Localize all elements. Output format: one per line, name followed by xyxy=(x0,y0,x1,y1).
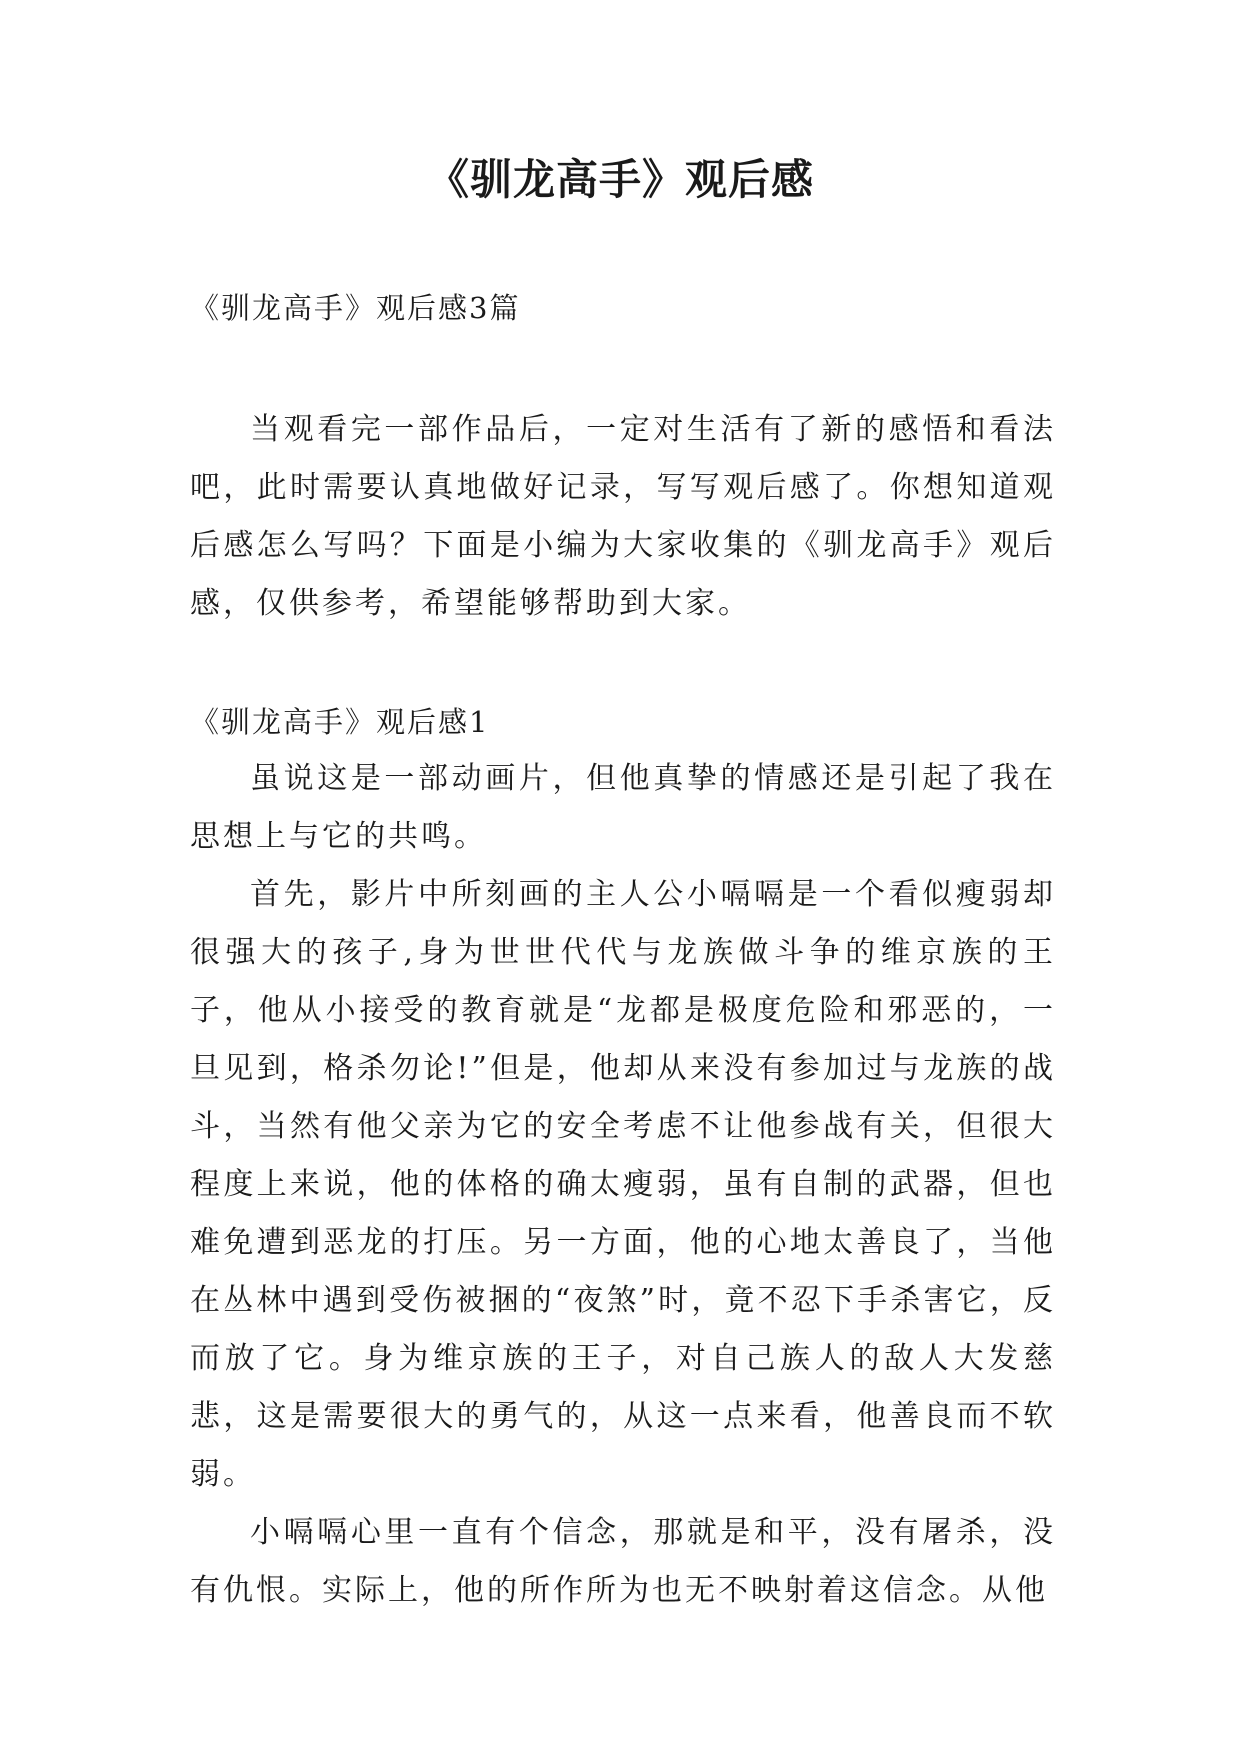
document-subtitle: 《驯龙高手》观后感3篇 xyxy=(190,291,521,325)
body-paragraph: 小嗝嗝心里一直有个信念，那就是和平，没有屠杀，没有仇恨。实际上，他的所作所为也无不映射着这信念。从他 xyxy=(190,1515,1056,1608)
section-heading: 《驯龙高手》观后感1 xyxy=(190,705,490,739)
document-title: 《驯龙高手》观后感 xyxy=(426,155,814,204)
section-body xyxy=(190,750,1056,1620)
intro-paragraph: 当观看完一部作品后，一定对生活有了新的感悟和看法吧，此时需要认真地做好记录，写写观后感了。你想知道观后感怎么写吗？下面是小编为大家收集的《驯龙高手》观后感，仅供参考，希望能够帮助到大家。 xyxy=(190,412,1056,621)
intro-section xyxy=(190,401,1056,633)
body-paragraph: 首先，影片中所刻画的主人公小嗝嗝是一个看似瘦弱却很强大的孩子,身为世世代代与龙族做斗争的维京族的王子，他从小接受的教育就是“龙都是极度危险和邪恶的，一旦见到，格杀勿论!”但是，他却从来没有参加过与龙族的战斗，当然有他父亲为它的安全考虑不让他参战有关，但很大程度上来说，他的体格的确太瘦弱，虽有自制的武器，但也难免遭到恶龙的打压。另一方面，他的心地太善良了，当他在丛林中遇到受伤被捆的“夜煞”时，竟不忍下手杀害它，反而放了它。身为维京族的王子，对自己族人的敌人大发慈悲，这是需要很大的勇气的，从这一点来看，他善良而不软弱。 xyxy=(190,877,1056,1492)
body-paragraph: 虽说这是一部动画片，但他真挚的情感还是引起了我在思想上与它的共鸣。 xyxy=(190,761,1056,854)
